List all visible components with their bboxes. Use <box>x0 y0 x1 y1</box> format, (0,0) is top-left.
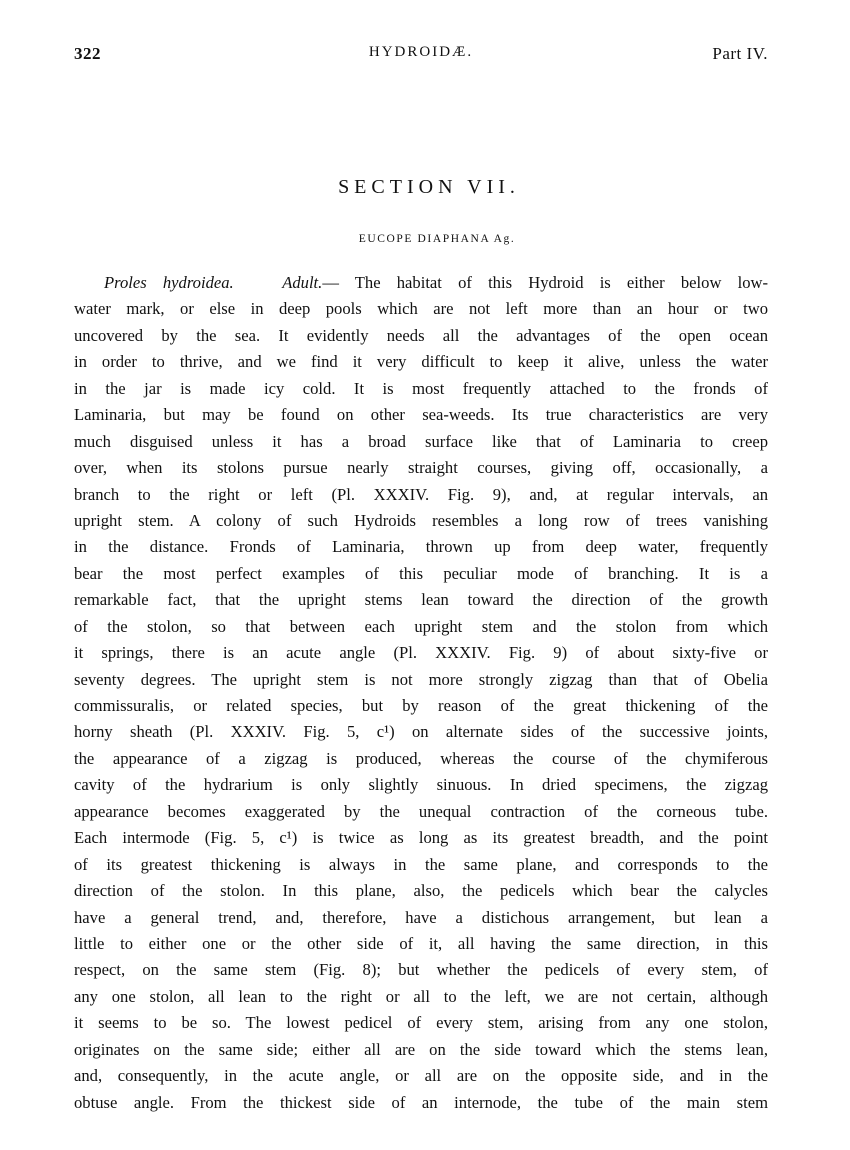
text-line: Laminaria, but may be found on other sea-weeds. Its true characteristics are very <box>74 405 768 425</box>
text-line: of its greatest thickening is always in the same plane, and corresponds to the <box>74 854 768 874</box>
text-line: in order to thrive, and we find it very difficult to keep it alive, unless the water <box>74 352 768 372</box>
running-title: HYDROIDÆ. <box>368 44 474 60</box>
text-line: it seems to be so. The lowest pedicel of every stem, arising from any one stolon, <box>74 1013 768 1033</box>
text-line: horny sheath (Pl. XXXIV. Fig. 5, c¹) on alternate sides of the successive joints, <box>74 722 768 742</box>
text-line: have a general trend, and, therefore, have a distichous arrangement, but lean a <box>74 907 768 927</box>
text-line: in the distance. Fronds of Laminaria, thrown up from deep water, frequently <box>74 537 768 557</box>
text-line: branch to the right or left (Pl. XXXIV. Fig. 9), and, at regular intervals, an <box>74 484 768 504</box>
running-header <box>74 44 768 74</box>
text-line: it springs, there is an acute angle (Pl. XXXIV. Fig. 9) of about sixty-five or <box>74 643 768 663</box>
text-line: obtuse angle. From the thickest side of an internode, the tube of the main stem <box>74 1092 768 1112</box>
text-line: little to either one or the other side of it, all having the same direction, in this <box>74 933 768 953</box>
text-line: over, when its stolons pursue nearly straight courses, giving off, occasionally, a <box>74 458 768 478</box>
text-line: upright stem. A colony of such Hydroids resembles a long row of trees vanishing <box>74 510 768 530</box>
text-line: bear the most perfect examples of this peculiar mode of branching. It is a <box>74 563 768 583</box>
text-line: appearance becomes exaggerated by the unequal contraction of the corneous tube. <box>74 801 768 821</box>
text-line: commissuralis, or related species, but by reason of the great thickening of the <box>74 696 768 715</box>
text-line: respect, on the same stem (Fig. 8); but whether the pedicels of every stem, of <box>74 960 768 980</box>
text-line: any one stolon, all lean to the right or all to the left, we are not certain, although <box>74 986 768 1006</box>
page-number: 322 <box>74 44 101 63</box>
text-line: originates on the same side; either all are on the side toward which the stems lean, <box>74 1039 768 1059</box>
text-line: in the jar is made icy cold. It is most frequently attached to the fronds of <box>74 378 768 398</box>
text-line: of the stolon, so that between each upright stem and the stolon from which <box>74 616 768 636</box>
section-title: SECTION VII. <box>338 176 520 198</box>
text-line: water mark, or else in deep pools which are not left more than an hour or two <box>74 299 768 319</box>
text-line: much disguised unless it has a broad surface like that of Laminaria to creep <box>74 431 768 451</box>
text-line <box>74 270 768 296</box>
text-line: cavity of the hydrarium is only slightly sinuous. In dried specimens, the zigzag <box>74 775 768 795</box>
body-paragraph <box>74 270 768 1116</box>
text-line: direction of the stolon. In this plane, also, the pedicels which bear the calycles <box>74 881 768 901</box>
text-line: and, consequently, in the acute angle, or all are on the opposite side, and in the <box>74 1066 768 1086</box>
lead-italic: Proles hydroidea. <box>104 273 234 292</box>
part-label: Part IV. <box>712 44 768 63</box>
lead-adult: Adult. <box>282 273 323 292</box>
line-text: — The habitat of this Hydroid is either below low- <box>322 273 768 292</box>
text-line: the appearance of a zigzag is produced, whereas the course of the chymiferous <box>74 748 768 768</box>
species-title: EUCOPE DIAPHANA Ag. <box>358 233 516 245</box>
text-line: remarkable fact, that the upright stems lean toward the direction of the growth <box>74 590 768 610</box>
text-line: Each intermode (Fig. 5, c¹) is twice as long as its greatest breadth, and the point <box>74 828 768 848</box>
text-line: seventy degrees. The upright stem is not more strongly zigzag than that of Obelia <box>74 669 768 689</box>
text-line: uncovered by the sea. It evidently needs all the advantages of the open ocean <box>74 325 768 345</box>
